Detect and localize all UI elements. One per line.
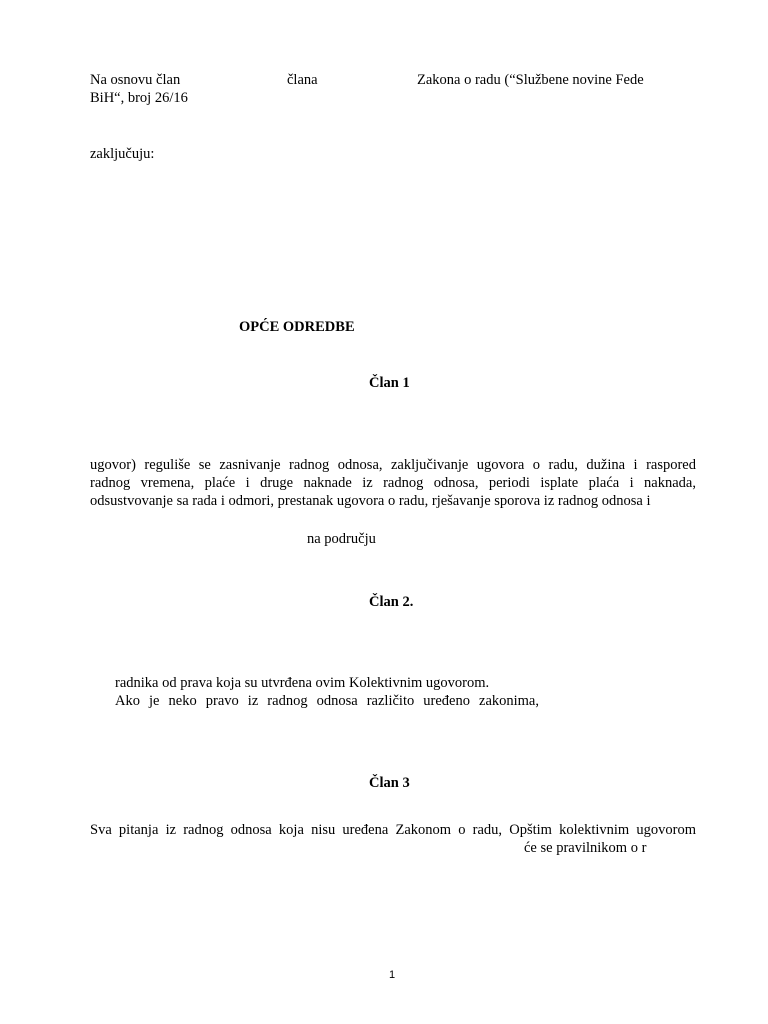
intro-line2: BiH“, broj 26/16 — [90, 90, 188, 106]
article1-title: Član 1 — [369, 375, 410, 391]
zakljucuju-text: zaključuju: — [90, 146, 155, 162]
section-heading: OPĆE ODREDBE — [239, 319, 355, 335]
article2-line1: radnika od prava koja su utvrđena ovim Kolektivnim ugovorom. — [115, 675, 490, 691]
intro-line1-part3: Zakona o radu (“Službene novine Fede — [417, 72, 644, 88]
article1-line3: odsustvovanje sa rada i odmori, prestanak ugovora o radu, rješavanje sporova iz radnog odnosa i — [90, 493, 651, 509]
intro-line1-part1: Na osnovu član — [90, 72, 181, 88]
article1-line1: ugovor) reguliše se zasnivanje radnog odnosa, zaključivanje ugovora o radu, dužina i raspored — [90, 457, 696, 473]
article2-line2: Ako je neko pravo iz radnog odnosa različito uređeno zakonima, — [115, 693, 539, 709]
article3-line1: Sva pitanja iz radnog odnosa koja nisu uređena Zakonom o radu, Opštim kolektivnim ugovorom — [90, 822, 696, 838]
article3-title: Član 3 — [369, 775, 410, 791]
page-number: 1 — [389, 969, 396, 981]
article1-line4: na području — [307, 531, 376, 547]
article2-title: Član 2. — [369, 594, 414, 610]
intro-line1-part2: člana — [287, 72, 318, 88]
article1-line2: radnog vremena, plaće i druge naknade iz radnog odnosa, periodi isplate plaća i naknada, — [90, 475, 696, 491]
article3-line2: će se pravilnikom o r — [524, 840, 647, 856]
